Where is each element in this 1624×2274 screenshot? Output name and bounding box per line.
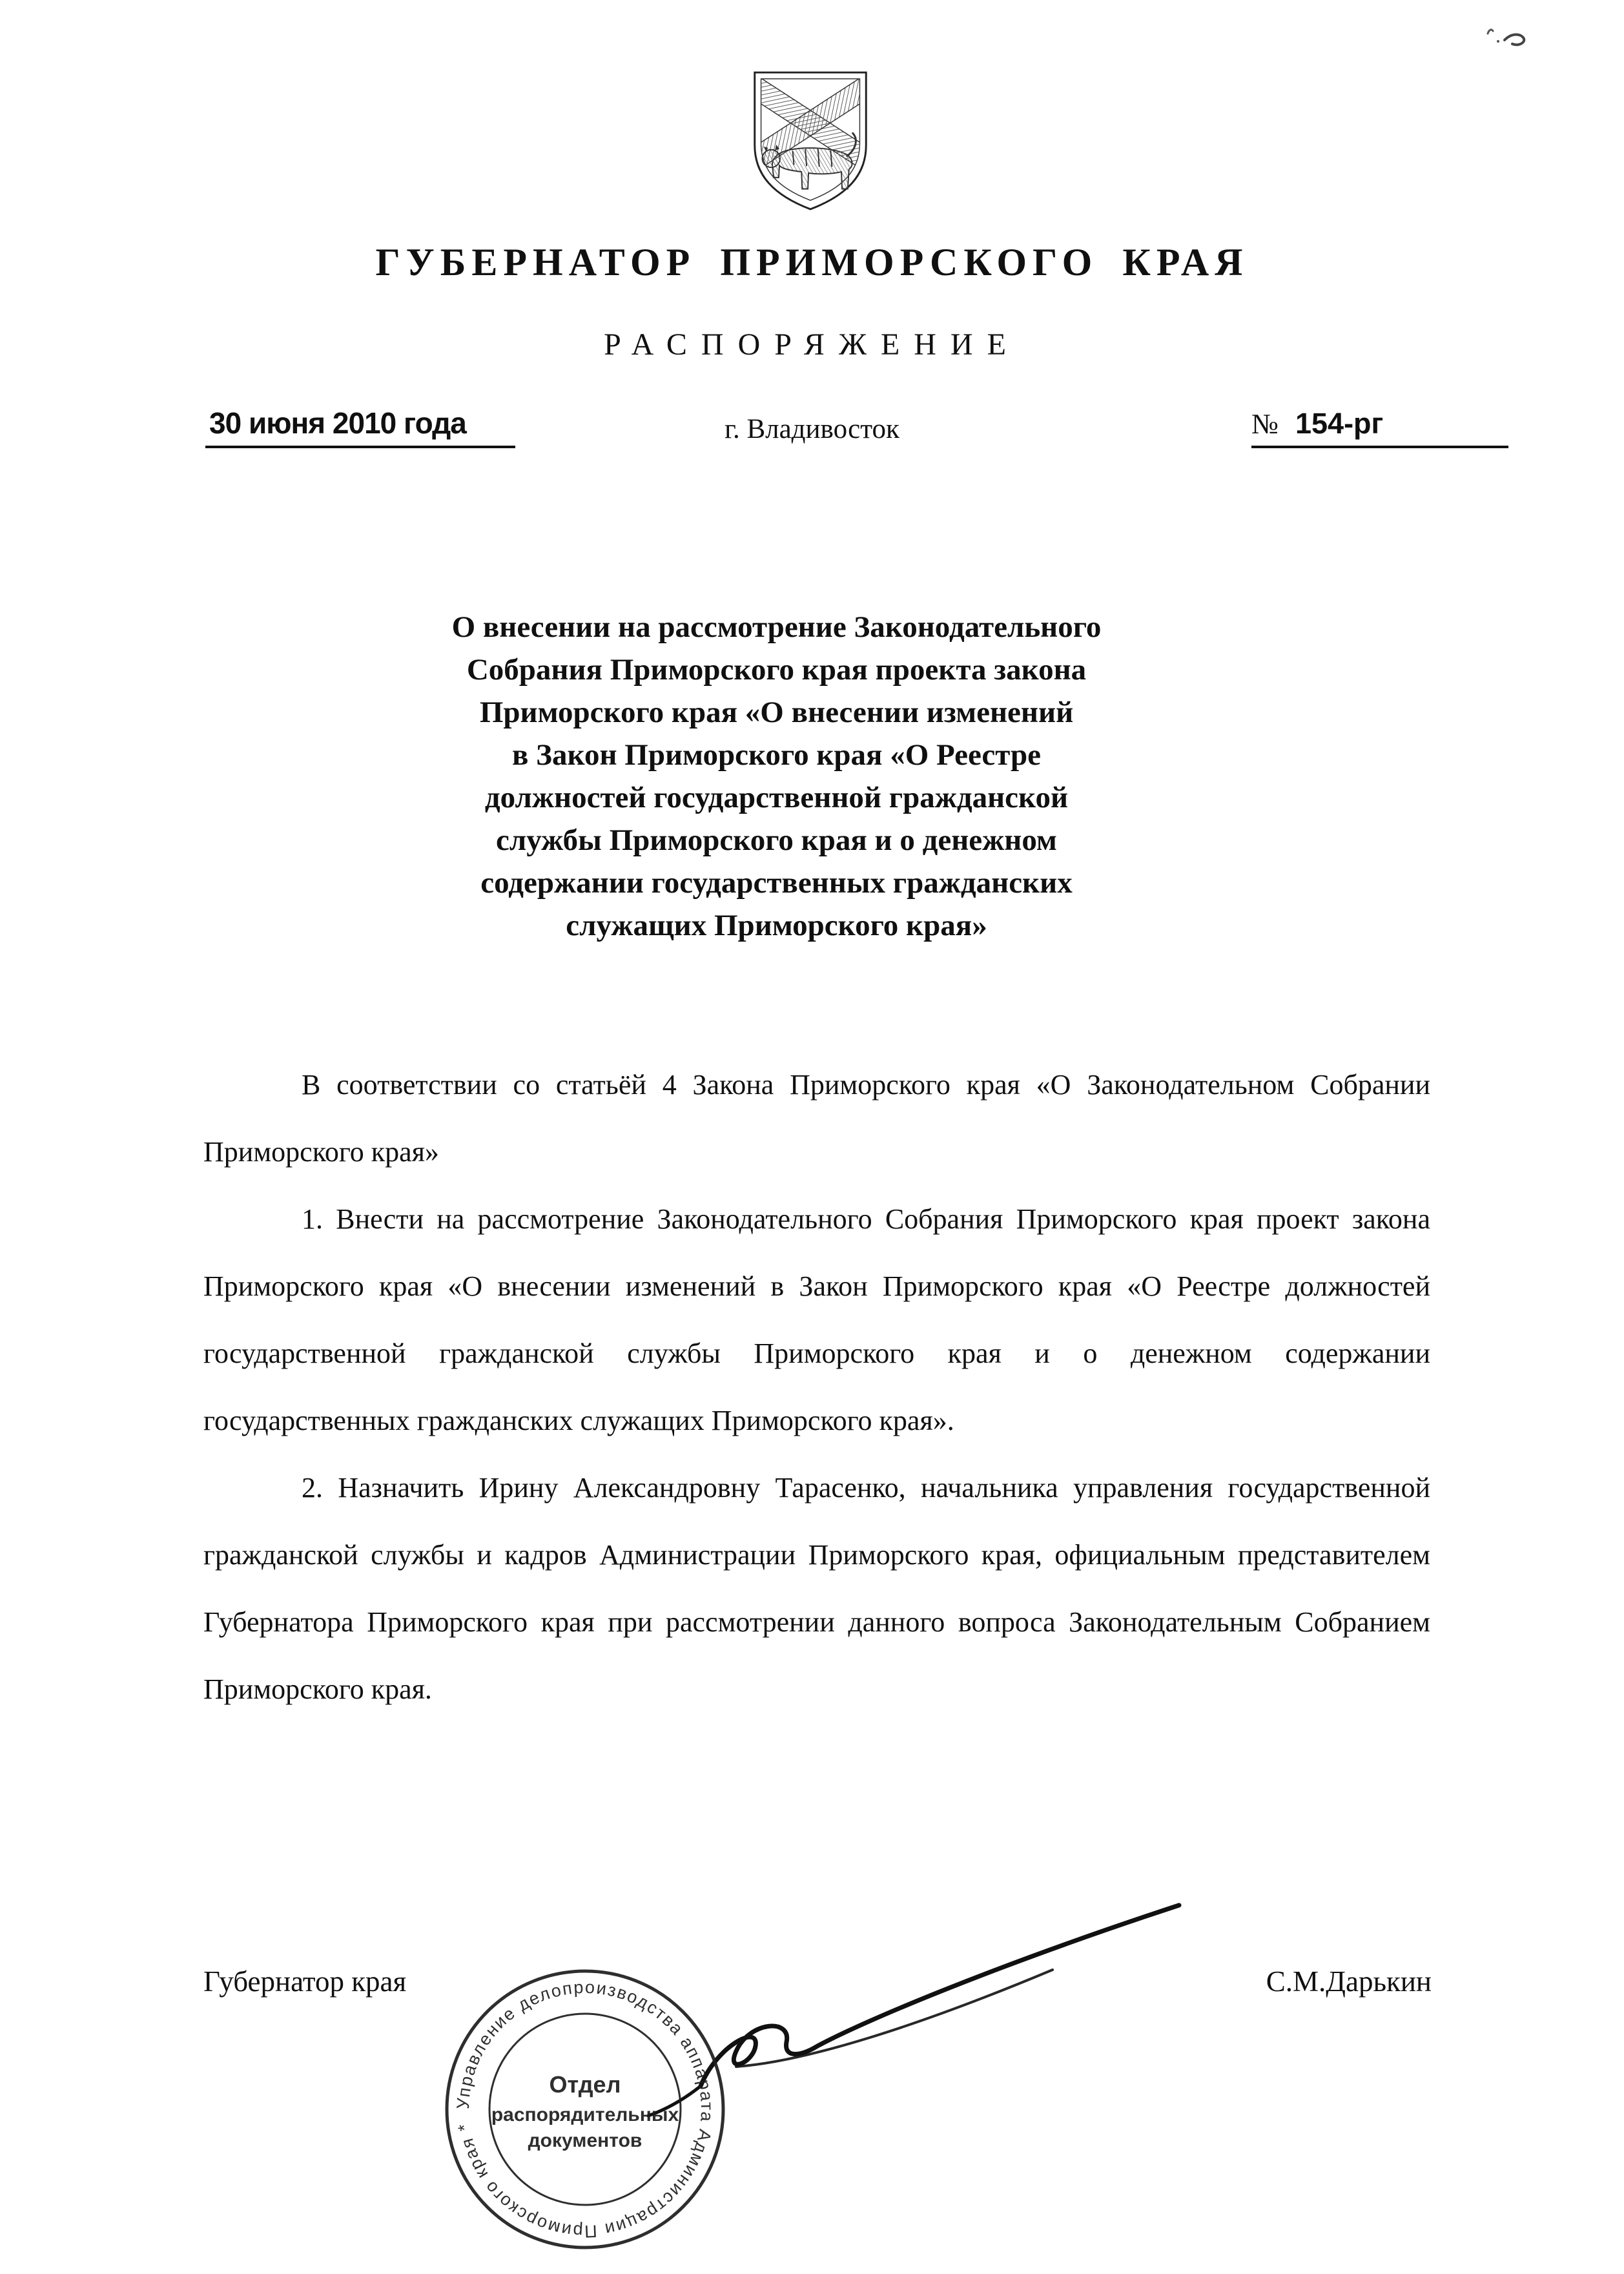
date-value: 30 июня 2010 года — [205, 406, 515, 448]
number-label: № — [1251, 408, 1279, 440]
signature-position-label: Губернатор края — [203, 1965, 407, 1998]
stamp-center-line-1: Отдел — [549, 2071, 621, 2098]
corner-mark — [1479, 22, 1530, 61]
title-line: Собрания Приморского края проекта закона — [466, 653, 1087, 687]
number-value: 154-рг — [1295, 407, 1384, 440]
paragraph-item-1: 1. Внести на рассмотрение Законодательного Собрания Приморского края проект закона Приморского края «О внесении изменений в Закон Приморского края «О Реестре должностей государственной гражданской службы Приморского края и о денежном содержании государственных гражданских служащих Приморского края». — [203, 1203, 1430, 1436]
stamp-center-line-2: распорядительных — [491, 2104, 679, 2125]
doc-type-title: РАСПОРЯЖЕНИЕ — [604, 327, 1020, 362]
title-line: О внесении на рассмотрение Законодательного — [451, 610, 1102, 644]
signature-name: С.М.Дарькин — [1266, 1965, 1432, 1998]
approval-stamp — [427, 1952, 743, 2267]
title-line: Приморского края «О внесении изменений — [479, 696, 1074, 729]
stamp-ring-text: Управление делопроизводства аппарата Администрации Приморского края * — [453, 1977, 717, 2242]
title-line: службы Приморского края и о денежном — [496, 823, 1057, 857]
city-label: г. Владивосток — [725, 414, 899, 444]
doc-number — [1251, 407, 1508, 448]
document-body — [203, 1051, 1430, 1723]
coat-of-arms-icon — [747, 65, 874, 220]
paragraph-preamble: В соответствии со статьёй 4 Закона Приморского края «О Законодательном Собрании Приморского края» — [203, 1069, 1430, 1168]
title-line: должностей государственной гражданской — [484, 781, 1069, 814]
paragraph-item-2: 2. Назначить Ирину Александровну Тарасенко, начальника управления государственной гражданской службы и кадров Администрации Приморского края, официальным представителем Губернатора Приморского края при рассмотрении данного вопроса Законодательным Собранием Приморского края. — [203, 1472, 1430, 1705]
document-title — [0, 606, 1553, 947]
title-line: служащих Приморского края» — [566, 909, 987, 942]
title-line: содержании государственных гражданских — [480, 866, 1073, 900]
stamp-center-line-3: документов — [528, 2130, 642, 2151]
org-name: ГУБЕРНАТОР ПРИМОРСКОГО КРАЯ — [375, 241, 1249, 284]
title-line: в Закон Приморского края «О Реестре — [512, 738, 1041, 772]
